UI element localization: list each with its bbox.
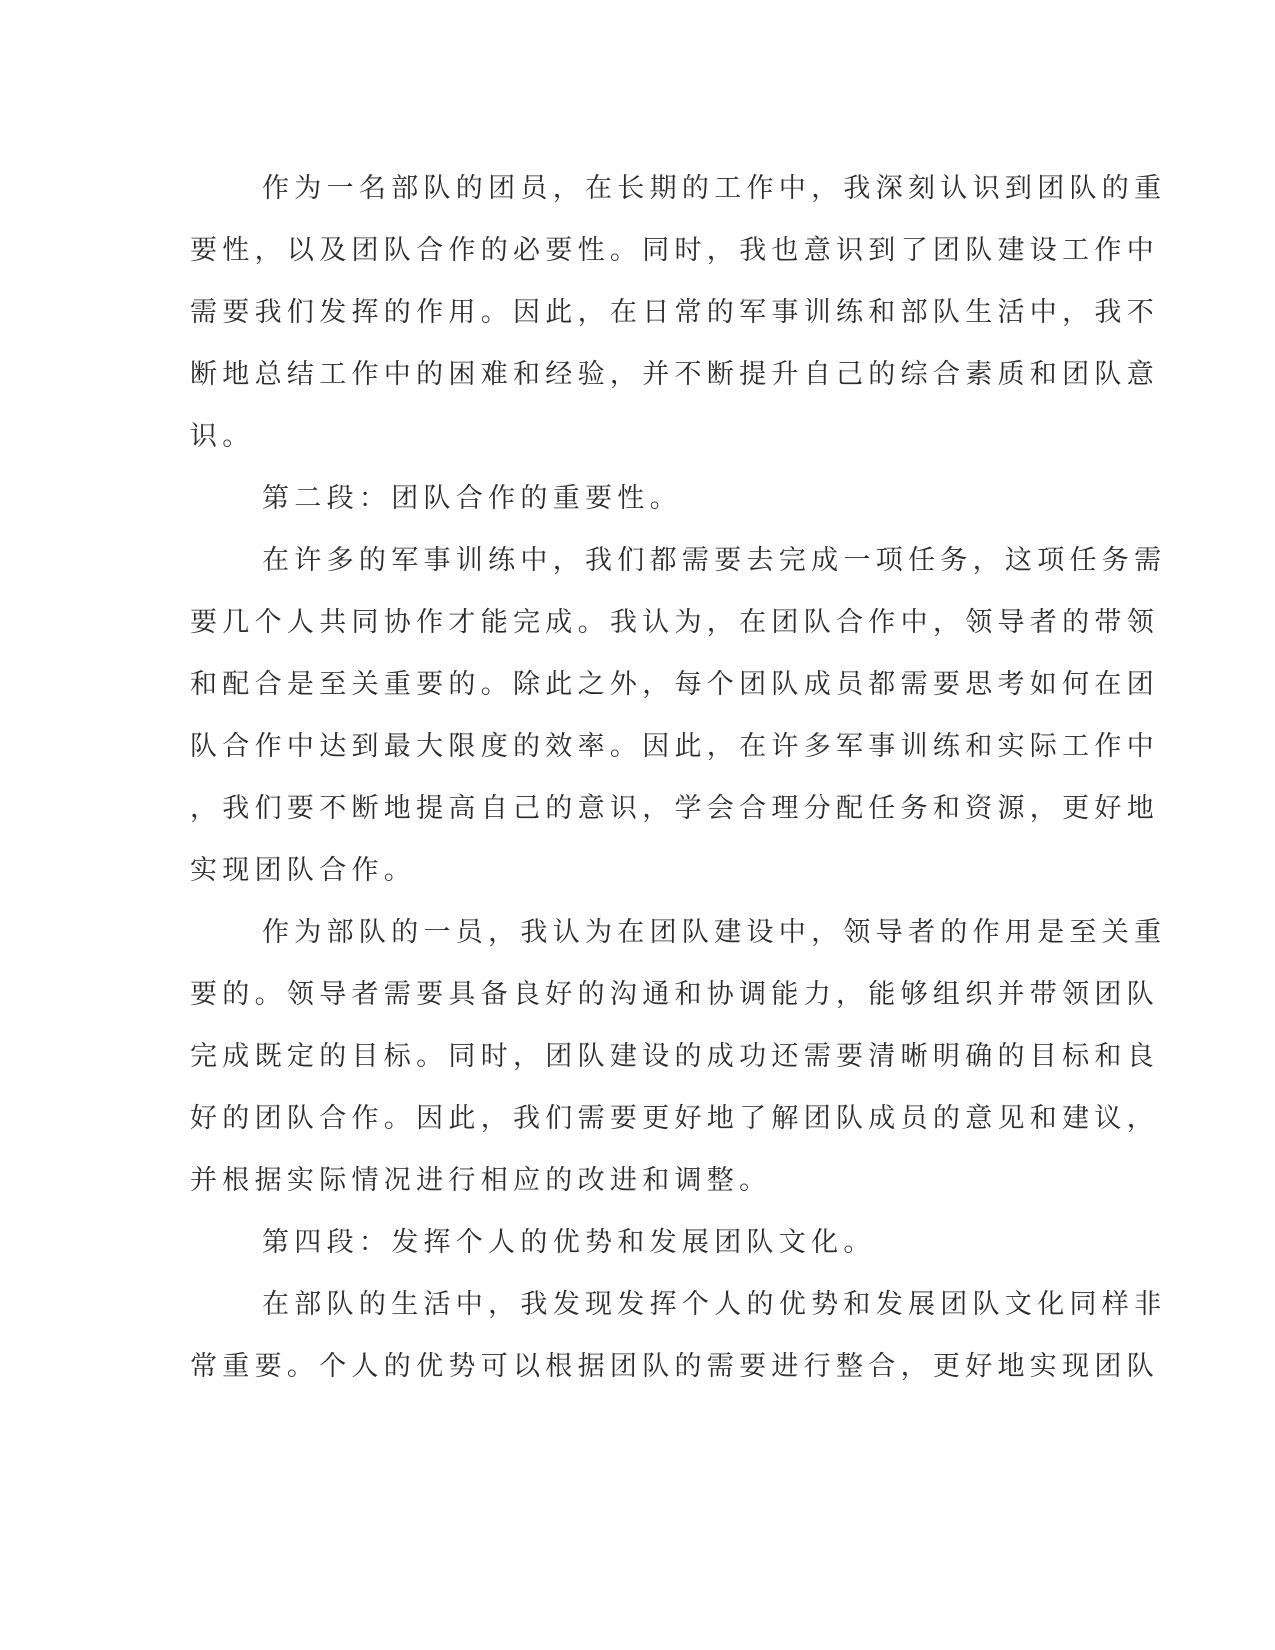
paragraph-2-line-5: ，我们要不断地提高自己的意识，学会合理分配任务和资源，更好地 — [190, 793, 1159, 824]
paragraph-3-line-1: 作为部队的一员，我认为在团队建设中，领导者的作用是至关重 — [262, 917, 1167, 948]
document-body — [190, 158, 1167, 1398]
paragraph-2-line-2: 要几个人共同协作才能完成。我认为，在团队合作中，领导者的带领 — [190, 607, 1159, 638]
paragraph-4-line-1: 在部队的生活中，我发现发挥个人的优势和发展团队文化同样非 — [262, 1289, 1167, 1320]
section-heading-4: 第四段：发挥个人的优势和发展团队文化。 — [262, 1227, 876, 1258]
paragraph-3-line-4: 好的团队合作。因此，我们需要更好地了解团队成员的意见和建议， — [190, 1103, 1159, 1134]
section-heading-2: 第二段：团队合作的重要性。 — [262, 483, 682, 514]
paragraph-1-line-1: 作为一名部队的团员，在长期的工作中，我深刻认识到团队的重 — [262, 173, 1167, 204]
paragraph-1-line-5: 识。 — [190, 421, 255, 452]
paragraph-3-line-3: 完成既定的目标。同时，团队建设的成功还需要清晰明确的目标和良 — [190, 1041, 1159, 1072]
paragraph-1-line-3: 需要我们发挥的作用。因此，在日常的军事训练和部队生活中，我不 — [190, 297, 1159, 328]
paragraph-3-line-5: 并根据实际情况进行相应的改进和调整。 — [190, 1165, 772, 1196]
paragraph-3-line-2: 要的。领导者需要具备良好的沟通和协调能力，能够组织并带领团队 — [190, 979, 1159, 1010]
paragraph-1-line-4: 断地总结工作中的困难和经验，并不断提升自己的综合素质和团队意 — [190, 359, 1159, 390]
paragraph-2-line-6: 实现团队合作。 — [190, 855, 417, 886]
paragraph-1-line-2: 要性，以及团队合作的必要性。同时，我也意识到了团队建设工作中 — [190, 235, 1159, 266]
paragraph-4-line-2: 常重要。个人的优势可以根据团队的需要进行整合，更好地实现团队 — [190, 1351, 1159, 1382]
paragraph-2-line-1: 在许多的军事训练中，我们都需要去完成一项任务，这项任务需 — [262, 545, 1167, 576]
paragraph-2-line-4: 队合作中达到最大限度的效率。因此，在许多军事训练和实际工作中 — [190, 731, 1159, 762]
paragraph-2-line-3: 和配合是至关重要的。除此之外，每个团队成员都需要思考如何在团 — [190, 669, 1159, 700]
